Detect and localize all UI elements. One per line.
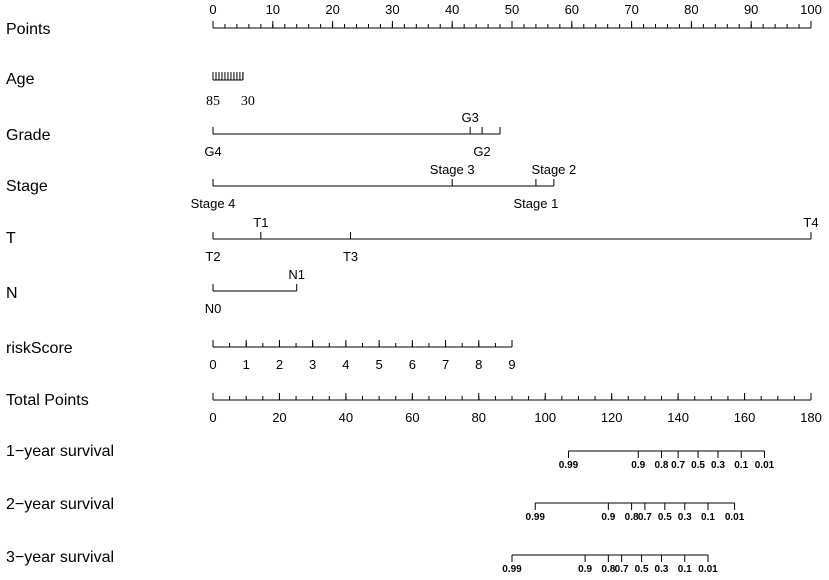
tick-label-3-year-survival: 0.8 <box>601 564 616 575</box>
tick-label-points: 20 <box>325 2 340 17</box>
tick-label-1-year-survival: 0.8 <box>654 460 669 471</box>
tick-label-total-points: 40 <box>338 410 354 425</box>
tick-label-age: 30 <box>240 94 255 109</box>
tick-label-total-points: 0 <box>209 410 217 425</box>
tick-label-3-year-survival: 0.7 <box>614 564 629 575</box>
tick-label-1-year-survival: 0.7 <box>671 460 686 471</box>
tick-label-t: T2 <box>205 249 221 264</box>
tick-label-total-points: 100 <box>534 410 557 425</box>
tick-label-1-year-survival: 0.01 <box>754 460 775 471</box>
tick-label-2-year-survival: 0.3 <box>677 512 692 523</box>
tick-label-age: 85 <box>206 94 220 109</box>
tick-label-1-year-survival: 0.5 <box>691 460 705 471</box>
tick-label-points: 70 <box>624 2 639 17</box>
tick-label-3-year-survival: 0.01 <box>698 564 718 575</box>
tick-label-1-year-survival: 0.9 <box>631 460 646 471</box>
tick-label-total-points: 60 <box>405 410 420 425</box>
tick-label-total-points: 160 <box>733 410 756 425</box>
row-label-age: Age <box>6 71 35 88</box>
row-label-stage: Stage <box>6 178 48 195</box>
row-label-grade: Grade <box>6 127 51 144</box>
tick-label-riskscore: 5 <box>375 357 383 372</box>
tick-label-stage: Stage 3 <box>429 162 475 177</box>
tick-label-1-year-survival: 0.3 <box>711 460 725 471</box>
row-label-2-year-survival: 2−year survival <box>6 496 115 513</box>
tick-label-points: 60 <box>564 2 580 17</box>
tick-label-2-year-survival: 0.01 <box>724 512 745 523</box>
tick-label-riskscore: 7 <box>441 357 450 372</box>
tick-label-riskscore: 3 <box>309 357 317 372</box>
tick-label-riskscore: 8 <box>475 357 483 372</box>
row-label-1-year-survival: 1−year survival <box>6 443 115 460</box>
tick-label-points: 30 <box>385 2 400 17</box>
tick-label-2-year-survival: 0.99 <box>525 512 545 523</box>
tick-label-points: 10 <box>265 2 281 17</box>
tick-label-points: 100 <box>800 2 822 17</box>
tick-label-riskscore: 4 <box>342 357 350 372</box>
tick-label-2-year-survival: 0.5 <box>657 512 672 523</box>
tick-label-t: T4 <box>803 215 819 230</box>
tick-label-2-year-survival: 0.1 <box>701 512 715 523</box>
tick-label-riskscore: 0 <box>209 357 217 372</box>
tick-label-2-year-survival: 0.9 <box>601 512 616 523</box>
tick-label-3-year-survival: 0.1 <box>677 564 692 575</box>
tick-label-t: T1 <box>253 215 269 230</box>
tick-label-2-year-survival: 0.8 <box>624 512 639 523</box>
tick-label-points: 90 <box>743 2 759 17</box>
tick-label-n: N1 <box>288 267 306 282</box>
tick-label-3-year-survival: 0.99 <box>502 564 522 575</box>
row-label-total-points: Total Points <box>6 392 89 409</box>
tick-label-points: 40 <box>444 2 460 17</box>
tick-label-1-year-survival: 0.1 <box>734 460 749 471</box>
tick-label-riskscore: 2 <box>275 357 284 372</box>
tick-label-stage: Stage 1 <box>513 196 559 211</box>
tick-label-total-points: 140 <box>667 410 689 425</box>
tick-label-grade: G3 <box>461 110 479 125</box>
tick-label-points: 0 <box>209 2 217 17</box>
tick-label-t: T3 <box>342 249 359 264</box>
tick-label-riskscore: 1 <box>242 357 250 372</box>
row-label-n: N <box>6 285 18 302</box>
tick-label-stage: Stage 4 <box>190 196 236 211</box>
row-label-points: Points <box>6 21 51 38</box>
tick-label-grade: G4 <box>204 144 222 159</box>
tick-label-n: N0 <box>204 301 222 316</box>
tick-label-riskscore: 9 <box>508 357 516 372</box>
tick-label-1-year-survival: 0.99 <box>558 460 579 471</box>
row-label-3-year-survival: 3−year survival <box>6 549 115 566</box>
row-label-t: T <box>6 230 16 247</box>
tick-label-riskscore: 6 <box>408 357 416 372</box>
tick-label-total-points: 80 <box>471 410 487 425</box>
tick-label-2-year-survival: 0.7 <box>637 512 652 523</box>
tick-label-points: 80 <box>684 2 699 17</box>
tick-label-3-year-survival: 0.5 <box>634 564 649 575</box>
tick-label-points: 50 <box>504 2 520 17</box>
tick-label-total-points: 20 <box>272 410 287 425</box>
tick-label-stage: Stage 2 <box>531 162 577 177</box>
tick-label-total-points: 120 <box>600 410 623 425</box>
tick-label-3-year-survival: 0.3 <box>654 564 669 575</box>
tick-label-grade: G2 <box>473 144 491 159</box>
tick-label-3-year-survival: 0.9 <box>578 564 593 575</box>
row-label-riskscore: riskScore <box>6 340 73 357</box>
tick-label-total-points: 180 <box>800 410 822 425</box>
